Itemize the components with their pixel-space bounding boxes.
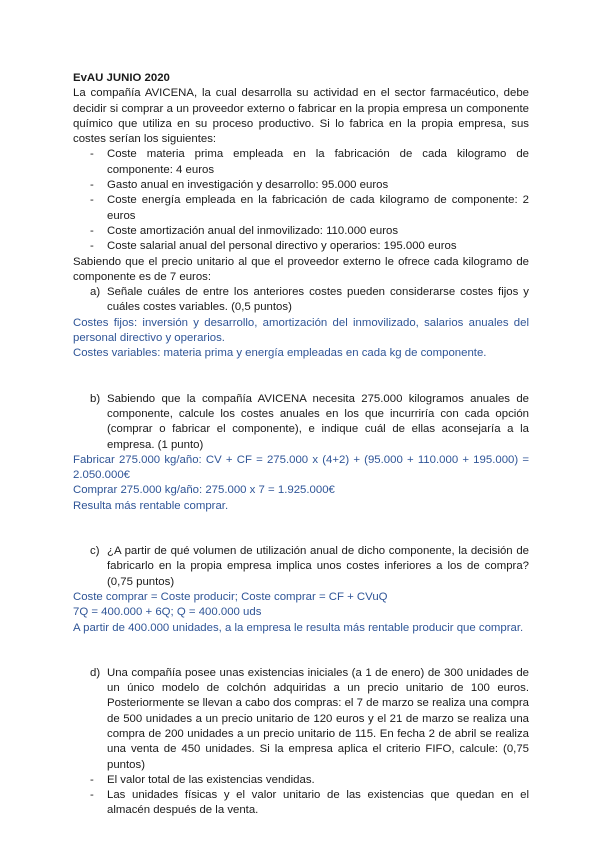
spacer — [73, 377, 529, 392]
spacer — [73, 651, 529, 666]
answer-c-solution: 7Q = 400.000 + 6Q; Q = 400.000 uds — [73, 606, 262, 619]
intro-paragraph: La compañía AVICENA, la cual desarrolla su actividad en el sector farmacéutico, debe decidir si comprar a un proveedor externo o fabricar en la propia empresa un componente químico que utiliza en su proceso productivo. Si lo fabrica en la propia empresa, sus costes serían los siguientes: — [73, 87, 529, 146]
spacer — [73, 362, 529, 377]
answer-c-equation: Coste comprar = Coste producir; Coste comprar = CF + CVuQ — [73, 590, 388, 603]
question-a — [73, 285, 529, 316]
answer-b-conclusion: Resulta más rentable comprar. — [73, 499, 229, 512]
question-d-subitems — [73, 773, 529, 819]
cost-item: - Coste salarial anual del personal directivo y operarios: 195.000 euros — [73, 239, 529, 254]
answer-b-purchase: Comprar 275.000 kg/año: 275.000 x 7 = 1.925.000€ — [73, 484, 335, 497]
question-b-marker: b) — [90, 392, 101, 405]
spacer — [73, 636, 529, 651]
provider-paragraph: Sabiendo que el precio unitario al que el proveedor externo le ofrece cada kilogramo de componente es de 7 euros: — [73, 255, 529, 283]
question-b-text: Sabiendo que la compañía AVICENA necesita 275.000 kilogramos anuales de componente, calcule los costes anuales en los que incurriría con cada opción (comprar o fabricar el componente), e indique cuál de ellas aconsejaría a la empresa. (1 punto) — [107, 392, 529, 451]
document-content — [73, 71, 529, 819]
cost-item: - Gasto anual en investigación y desarrollo: 95.000 euros — [73, 178, 529, 193]
spacer — [73, 514, 529, 529]
cost-list — [73, 147, 529, 254]
question-b — [73, 392, 529, 453]
question-d-text: Una compañía posee unas existencias iniciales (a 1 de enero) de 300 unidades de un único modelo de colchón adquiridas a un precio unitario de 100 euros. Posteriormente se llevan a cabo dos compras: el 7 de marzo se realiza una compra de 500 unidades a un precio unitario de 120 euros y el 21 de marzo se realiza una compra de 200 unidades a un precio unitario de 115. En fecha 2 de abril se realiza una venta de 450 unidades. Si la empresa aplica el criterio FIFO, calcule: (0,75 puntos) — [107, 666, 529, 771]
question-c — [73, 544, 529, 590]
question-c-marker: c) — [90, 545, 100, 558]
question-a-text: Señale cuáles de entre los anteriores costes pueden considerarse costes fijos y cuáles costes variables. (0,5 puntos) — [107, 286, 529, 314]
question-d-marker: d) — [90, 666, 101, 679]
spacer — [73, 529, 529, 544]
cost-item: - Coste energía empleada en la fabricación de cada kilogramo de componente: 2 euros — [73, 193, 529, 224]
answer-a-variable-costs: Costes variables: materia prima y energía empleadas en cada kg de componente. — [73, 347, 487, 360]
answer-a-fixed-costs: Costes fijos: inversión y desarrollo, amortización del inmovilizado, salarios anuales del personal directivo y operarios. — [73, 316, 529, 345]
question-d-subitem: - El valor total de las existencias vendidas. — [73, 773, 529, 788]
document-title: EvAU JUNIO 2020 — [73, 72, 170, 84]
question-c-text: ¿A partir de qué volumen de utilización anual de dicho componente, la decisión de fabricarlo en la propia empresa implica unos costes inferiores a los de compra? (0,75 puntos) — [107, 545, 529, 588]
cost-item: - Coste amortización anual del inmovilizado: 110.000 euros — [73, 224, 529, 239]
answer-c-conclusion: A partir de 400.000 unidades, a la empresa le resulta más rentable producir que comprar. — [73, 621, 524, 634]
question-a-marker: a) — [90, 286, 101, 299]
answer-b-manufacture: Fabricar 275.000 kg/año: CV + CF = 275.000 x (4+2) + (95.000 + 110.000 + 195.000) = 2.050.000€ — [73, 453, 529, 482]
cost-item: - Coste materia prima empleada en la fabricación de cada kilogramo de componente: 4 euros — [73, 147, 529, 178]
question-d — [73, 666, 529, 773]
question-d-subitem: - Las unidades físicas y el valor unitario de las existencias que quedan en el almacén después de la venta. — [73, 788, 529, 819]
